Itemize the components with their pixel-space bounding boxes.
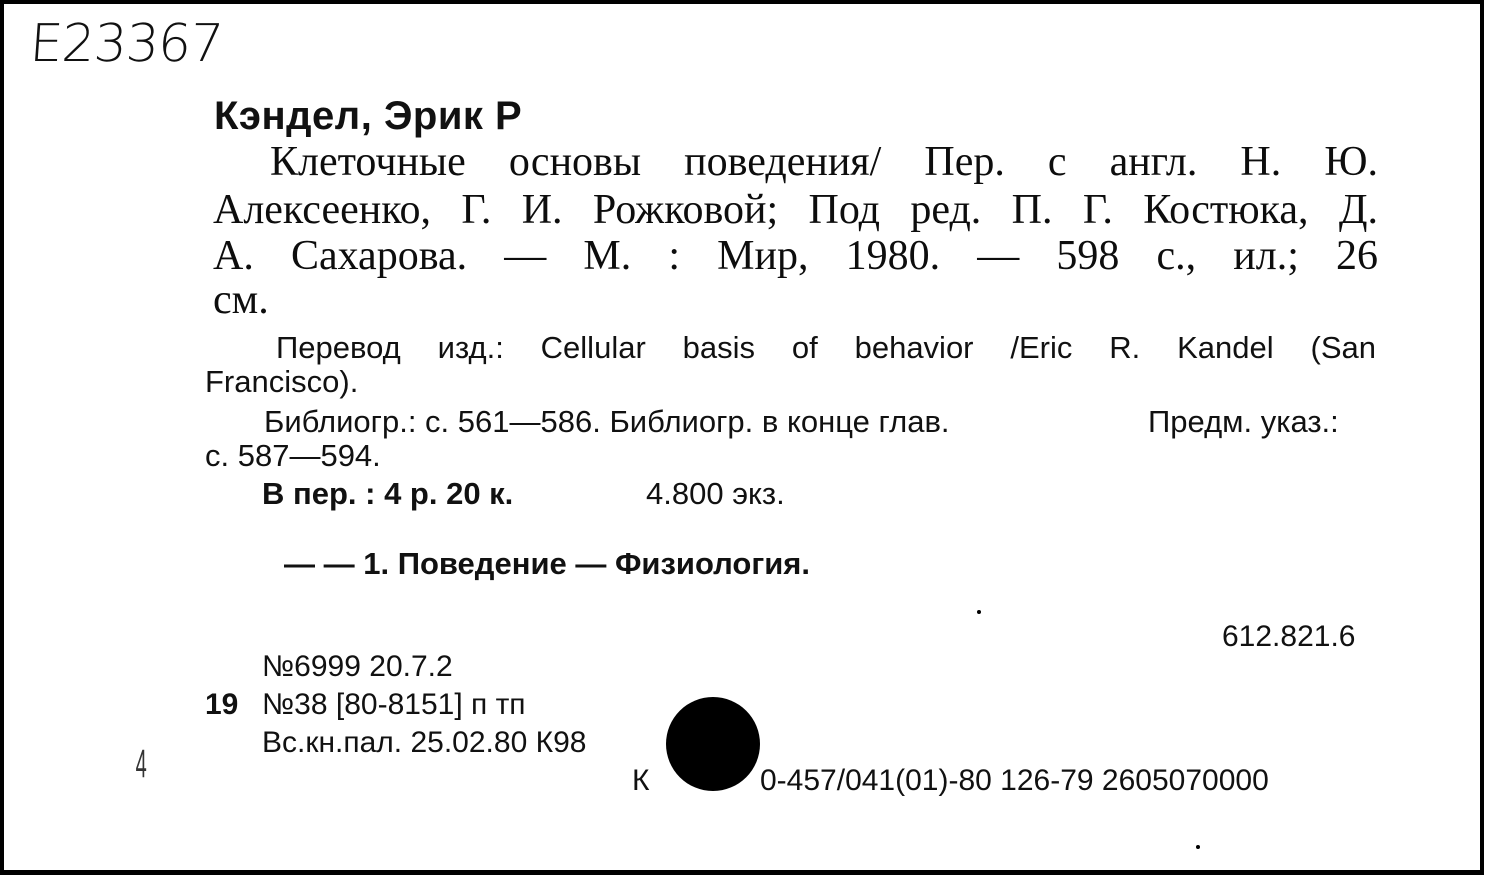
title-line-3: А. Сахарова. — М. : Мир, 1980. — 598 с., ил.; 26 <box>213 233 1378 279</box>
record-prefix: 19 <box>205 688 239 721</box>
record-number: №38 [80-8151] п тп <box>262 688 526 721</box>
price-line: В пер. : 4 р. 20 к. <box>262 476 514 511</box>
inventory-number: E23367 <box>27 14 225 74</box>
title-line-2: Алексеенко, Г. И. Рожковой; Под ред. П. Г. Костюка, Д. <box>213 187 1378 233</box>
order-number: №6999 20.7.2 <box>262 650 453 683</box>
subject-index-pages: с. 587—594. <box>205 438 381 473</box>
subject-line: — — 1. Поведение — Физиология. <box>284 546 811 581</box>
author-heading: Кэндел, Эрик Р <box>214 94 523 138</box>
chamber-date: Вс.кн.пал. 25.02.80 К98 <box>262 726 587 759</box>
bibliography-line: Библиогр.: с. 561—586. Библиогр. в конце глав. <box>264 404 950 439</box>
subject-index-label: Предм. указ.: <box>1148 404 1339 439</box>
copies-count: 4.800 экз. <box>646 476 785 511</box>
code-prefix: К <box>632 764 650 797</box>
margin-mark: 4 <box>135 742 147 786</box>
ink-blot <box>666 697 760 791</box>
original-title-line-2: Francisco). <box>205 364 359 399</box>
speck <box>1196 845 1200 849</box>
code-line: 0-457/041(01)-80 126-79 2605070000 <box>760 764 1269 797</box>
title-line-1: Клеточные основы поведения/ Пер. с англ. Н. Ю. <box>270 139 1378 185</box>
title-line-4: см. <box>213 277 269 323</box>
original-title-line-1: Перевод изд.: Cellular basis of behavior /Eric R. Kandel (San <box>276 330 1376 365</box>
speck <box>977 610 981 614</box>
classification-index: 612.821.6 <box>1222 620 1356 653</box>
